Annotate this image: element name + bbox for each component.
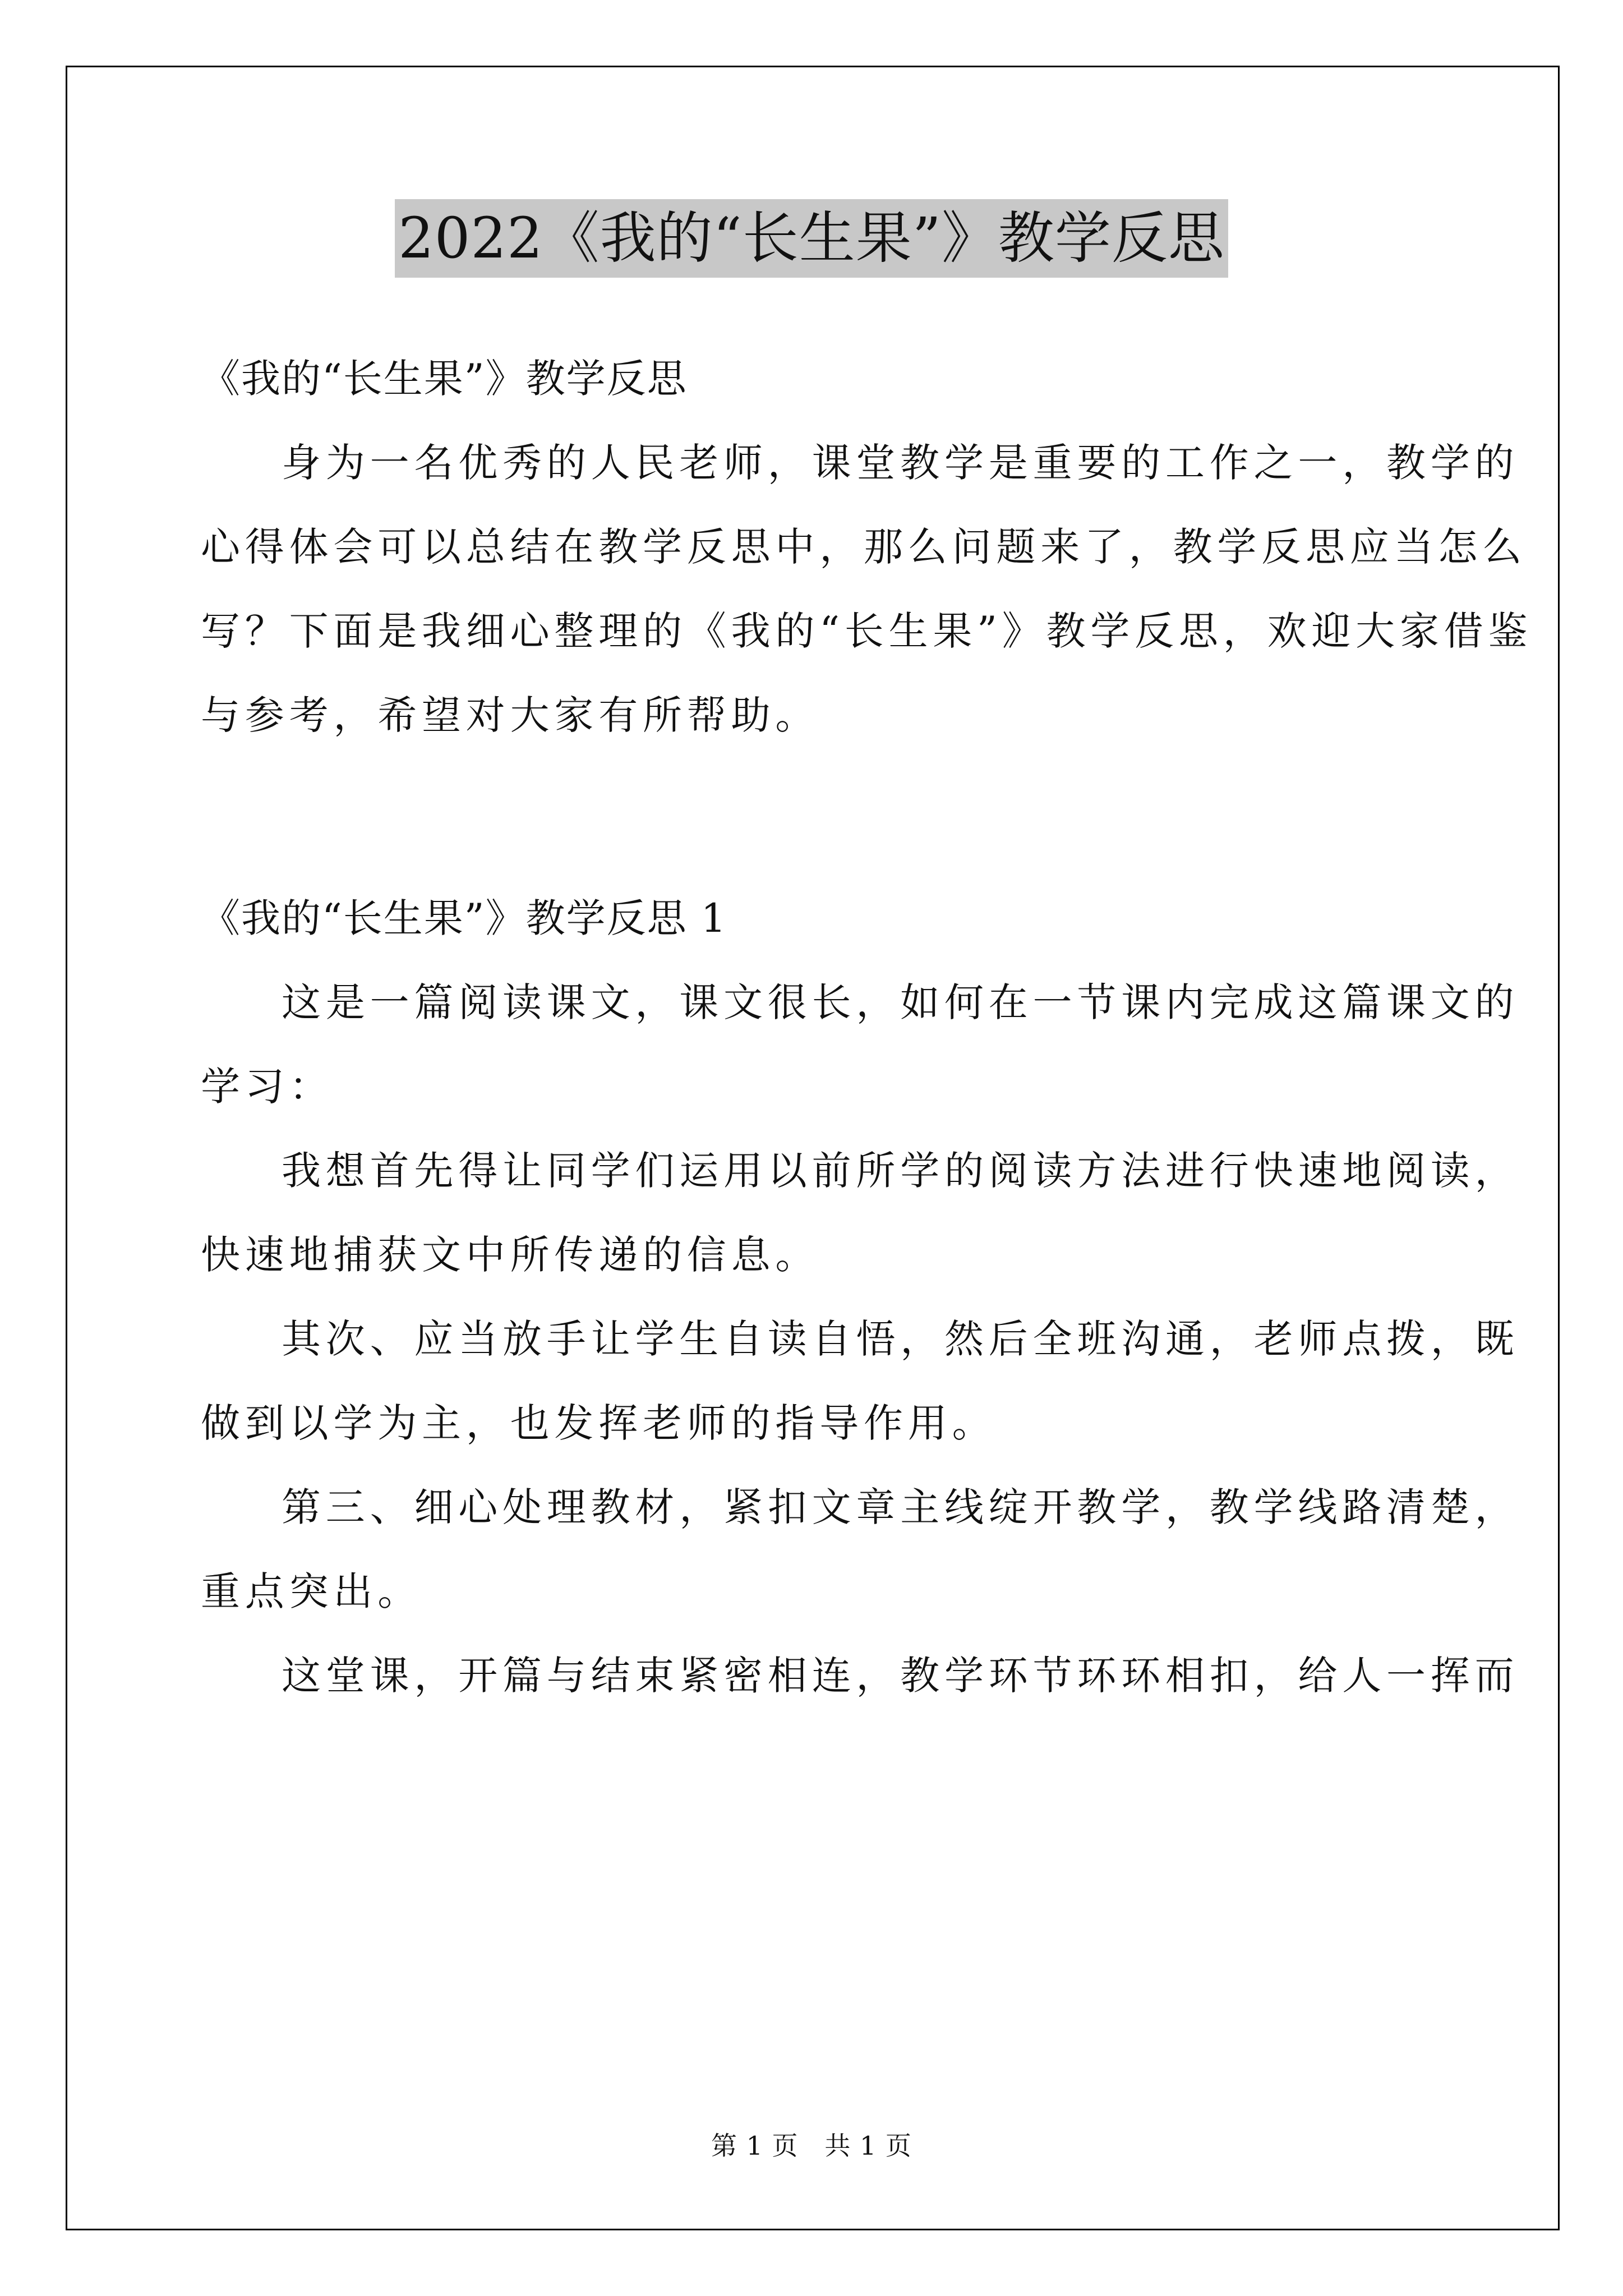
body-line: 做到以学为主，也发挥老师的指导作用。 [201, 1400, 997, 1446]
intro-line: 心得体会可以总结在教学反思中，那么问题来了，教学反思应当怎么 [201, 524, 1527, 570]
subheading: 《我的“长生果”》教学反思 [201, 356, 688, 402]
body-line: 重点突出。 [201, 1568, 422, 1614]
body-line: 学习： [201, 1064, 334, 1110]
body-line: 这是一篇阅读课文，课文很长，如何在一节课内完成这篇课文的 [282, 979, 1519, 1025]
intro-line: 身为一名优秀的人民老师，课堂教学是重要的工作之一，教学的 [282, 440, 1519, 486]
page-footer: 第 1 页 共 1 页 [711, 2131, 912, 2161]
intro-line: 写？下面是我细心整理的《我的“长生果”》教学反思，欢迎大家借鉴 [201, 608, 1533, 654]
body-line: 我想首先得让同学们运用以前所学的阅读方法进行快速地阅读， [282, 1148, 1519, 1194]
title-container [0, 199, 1623, 278]
body-line: 快速地捕获文中所传递的信息。 [201, 1232, 820, 1278]
body-line: 这堂课，开篇与结束紧密相连，教学环节环环相扣，给人一挥而 [282, 1653, 1519, 1699]
paragraph-gap [201, 757, 1429, 876]
body-line: 其次、应当放手让学生自读自悟，然后全班沟通，老师点拨，既 [282, 1316, 1519, 1362]
section-heading: 《我的“长生果”》教学反思 1 [201, 895, 727, 941]
intro-line: 与参考，希望对大家有所帮助。 [201, 692, 820, 738]
document-title: 2022《我的“长生果”》教学反思 [395, 199, 1228, 278]
body-line: 第三、细心处理教材，紧扣文章主线绽开教学，教学线路清楚， [282, 1484, 1519, 1530]
document-body [201, 337, 1533, 1718]
